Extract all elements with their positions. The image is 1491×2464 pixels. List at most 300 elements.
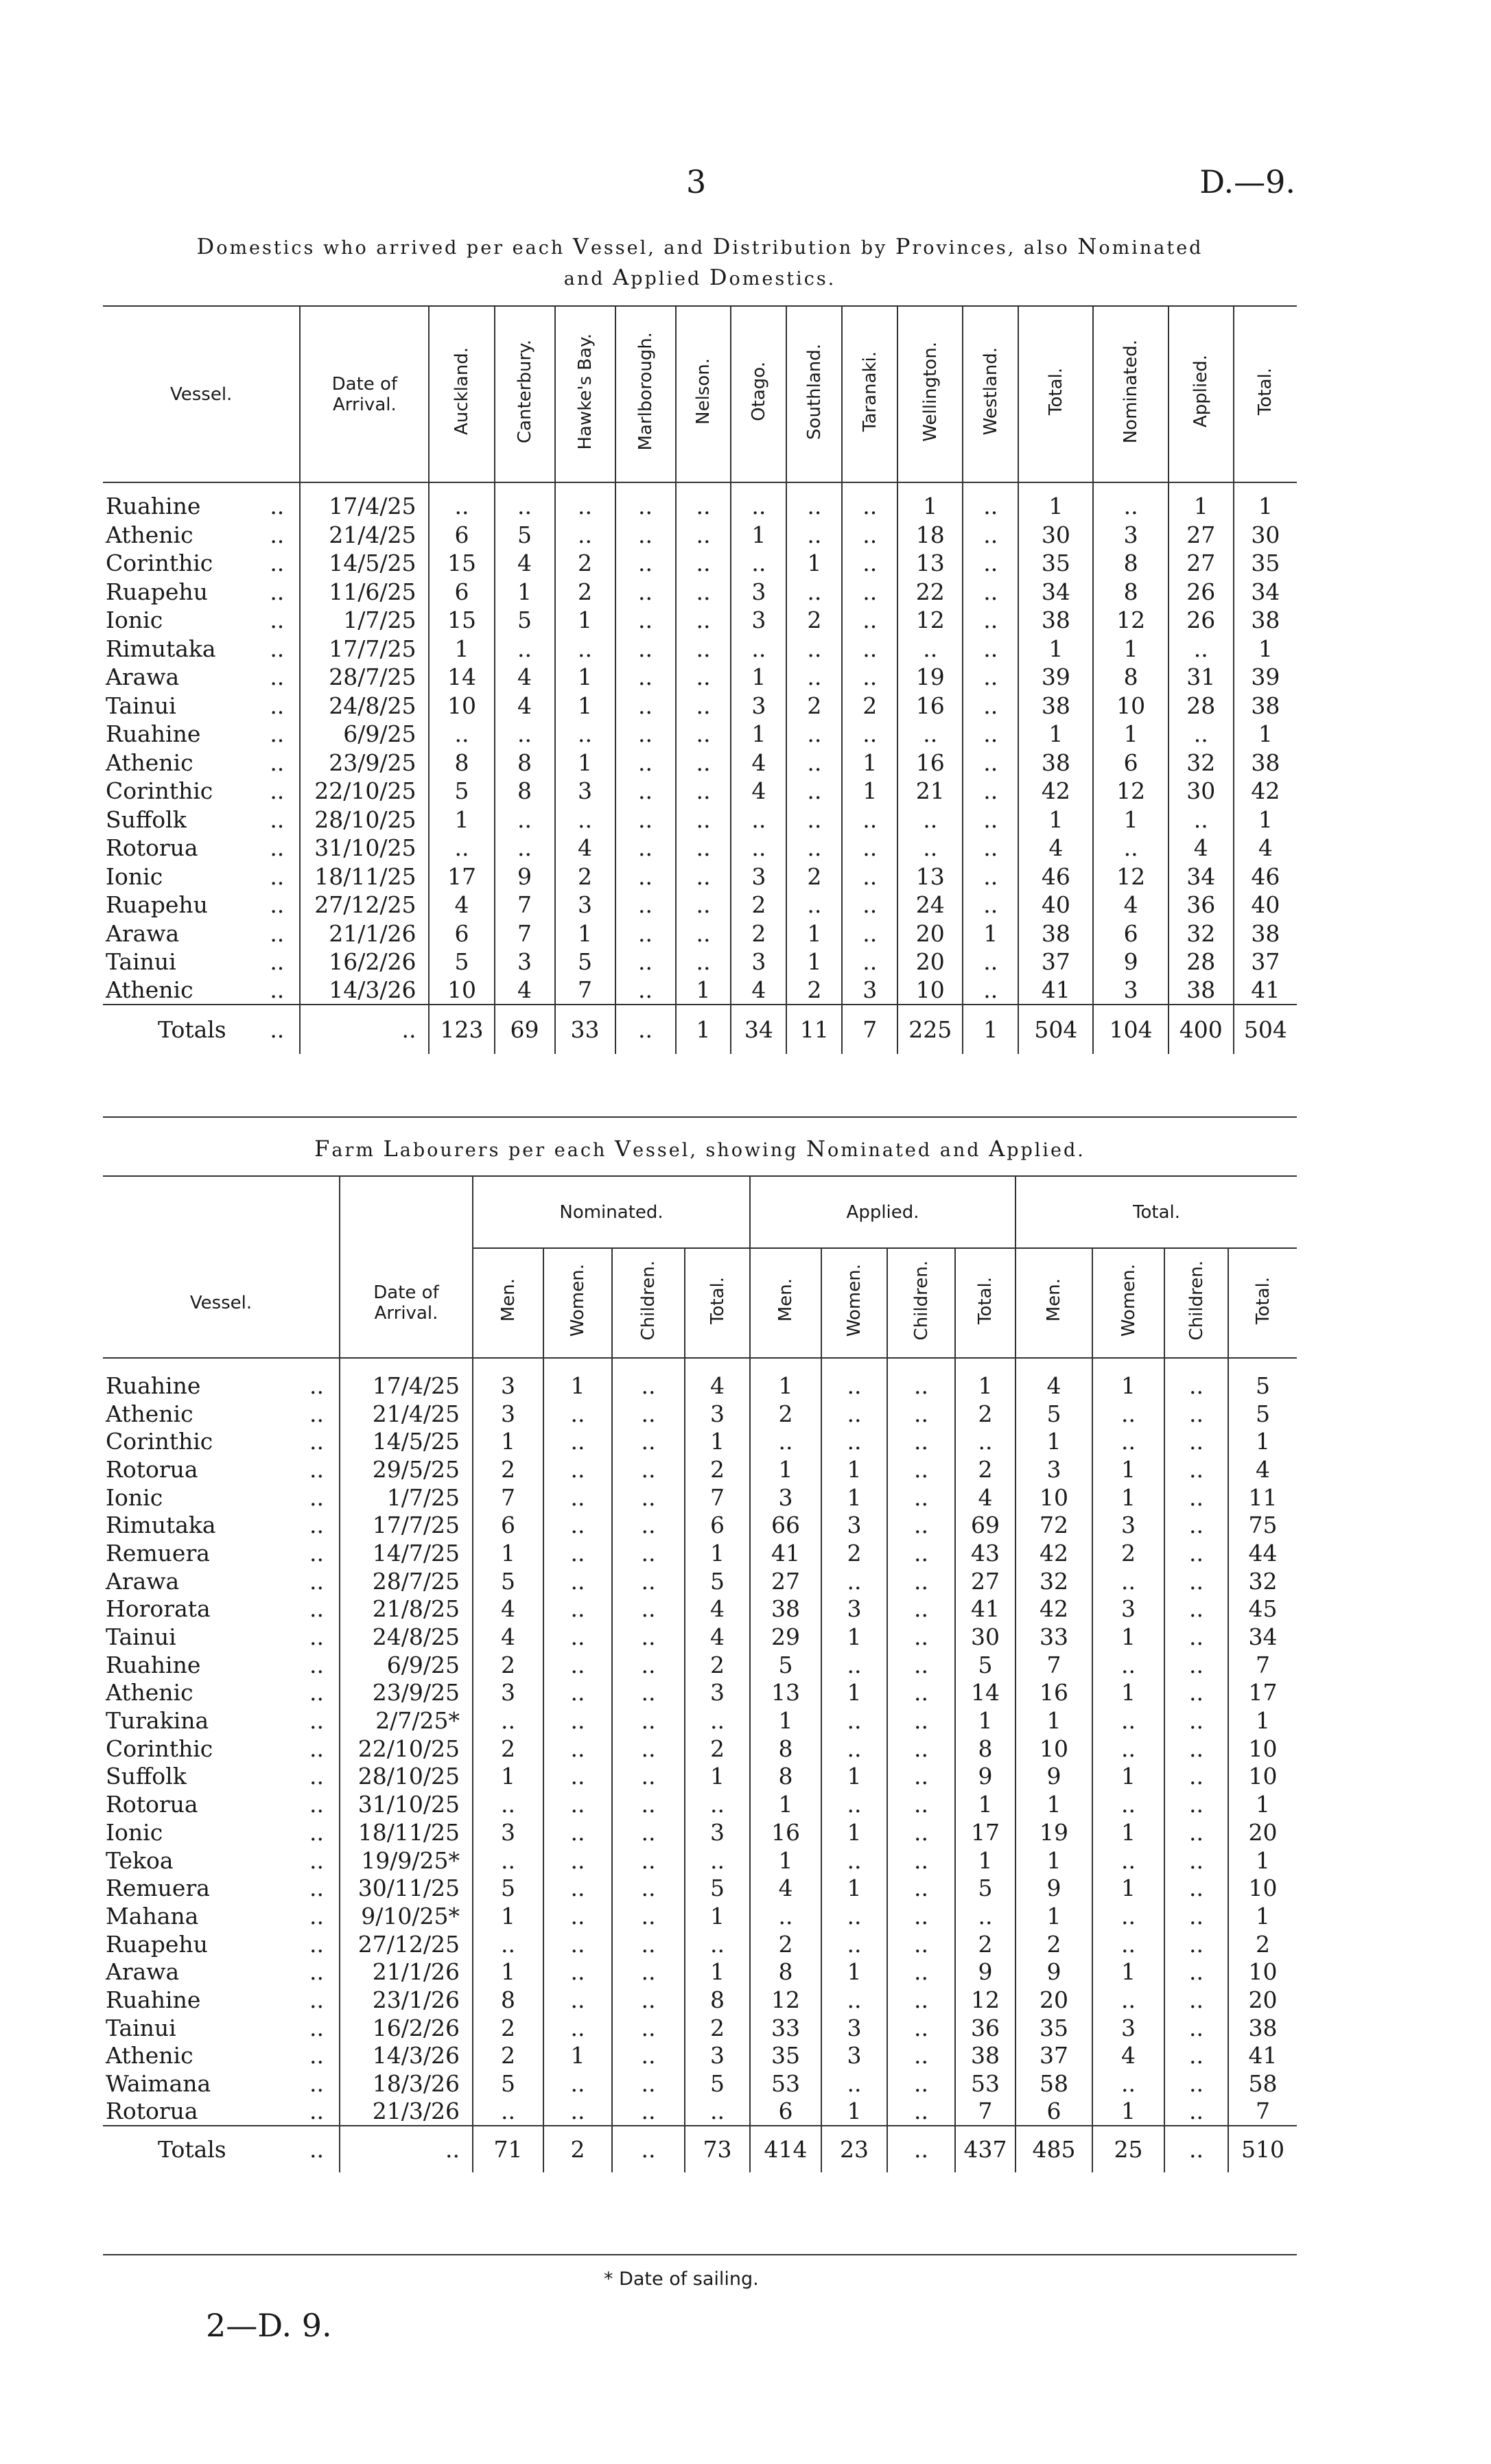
t2-header-col-12 [1164, 1248, 1228, 1358]
t1-cell: 30 [1234, 521, 1297, 550]
t2-vessel-name: Turakina [106, 1707, 209, 1735]
t1-leader-dots: .. [270, 777, 285, 805]
t2-cell: .. [887, 1818, 955, 1846]
t2-leader-dots: .. [309, 1875, 324, 1902]
t1-cell: 1 [963, 919, 1018, 948]
t1-cell: 9 [1093, 948, 1168, 976]
t2-cell: 2 [473, 1651, 543, 1679]
t2-leader-dots: .. [309, 1930, 324, 1958]
t1-cell: 13 [897, 549, 963, 578]
t2-cell: 6 [473, 1511, 543, 1539]
t1-cell: .. [897, 635, 963, 664]
t1-cell: 12 [1093, 606, 1168, 635]
t1-cell: .. [615, 749, 676, 777]
t2-cell: .. [543, 1511, 612, 1539]
t1-header-col-5 [615, 307, 676, 482]
t2-cell: .. [887, 1930, 955, 1958]
t1-cell [103, 891, 300, 919]
t1-cell: .. [731, 492, 786, 521]
t1-cell: 38 [1234, 919, 1297, 948]
t2-cell: 4 [685, 1623, 750, 1651]
t1-row [103, 976, 1297, 1005]
t2-leader-dots: .. [309, 2042, 324, 2069]
t1-cell: .. [495, 806, 555, 834]
t2-cell: 7 [955, 2098, 1015, 2126]
t2-totals-cell: .. [612, 2126, 685, 2172]
t2-cell: 8 [685, 1986, 750, 2014]
t1-row [103, 578, 1297, 607]
t1-cell: .. [676, 863, 731, 891]
t1-cell: 3 [731, 606, 786, 635]
t2-header-label: Women. [844, 1263, 865, 1337]
t1-cell: 31 [1169, 663, 1234, 692]
t2-leader-dots: .. [309, 1428, 324, 1455]
t2-cell: .. [821, 1427, 887, 1455]
t2-cell: 1 [473, 1958, 543, 1986]
t1-totals-cell: 225 [897, 1005, 963, 1054]
t1-header-col-8 [786, 307, 842, 482]
t1-header-label: Applied. [1190, 355, 1212, 428]
t1-cell: 1 [842, 749, 897, 777]
t2-cell: 5 [955, 1874, 1015, 1902]
t1-cell: 1 [1018, 492, 1093, 521]
t2-leader-dots: .. [309, 1455, 324, 1483]
t2-cell: 10 [1015, 1483, 1092, 1512]
t2-spacer-cell [1092, 1358, 1164, 1372]
t2-cell: 5 [685, 1567, 750, 1595]
t1-cell: 1 [555, 663, 615, 692]
t1-cell: 21/4/25 [300, 521, 429, 550]
t1-header-col-15 [1234, 307, 1297, 482]
t2-cell: 29 [750, 1623, 821, 1651]
t2-row [103, 1455, 1297, 1483]
t1-row [103, 692, 1297, 720]
t1-spacer-cell [300, 482, 429, 492]
t1-cell: 34 [1234, 578, 1297, 607]
t2-cell: 1 [821, 1455, 887, 1483]
t1-cell: 1 [731, 663, 786, 692]
t2-leader-dots: .. [309, 1986, 324, 2013]
t2-cell: .. [887, 1427, 955, 1455]
t2-row [103, 1874, 1297, 1902]
t2-cell: 2 [685, 1455, 750, 1483]
t1-cell: .. [963, 578, 1018, 607]
t2-cell: 36 [955, 2014, 1015, 2042]
t2-cell [103, 1400, 340, 1428]
t1-cell: 8 [1093, 578, 1168, 607]
t1-vessel-name: Corinthic [106, 777, 213, 805]
t2-totals-row [103, 2126, 1297, 2172]
t1-cell [103, 521, 300, 550]
t2-header-label: Total. [1252, 1276, 1273, 1324]
t1-cell: 17 [429, 863, 494, 891]
t2-cell: 10 [1015, 1735, 1092, 1763]
t1-cell [103, 606, 300, 635]
t1-cell: .. [495, 834, 555, 863]
t1-cell: .. [676, 749, 731, 777]
table2-title: Farm Labourers per each Vessel, showing Nominated and Applied. [314, 1136, 1085, 1162]
t2-cell: .. [612, 1986, 685, 2014]
t2-cell: 32 [1015, 1567, 1092, 1595]
t1-cell: 1 [786, 919, 842, 948]
t2-cell: .. [543, 1595, 612, 1623]
t2-totals-cell: 2 [543, 2126, 612, 2172]
t2-cell: 7 [1228, 1651, 1297, 1679]
t2-cell: .. [750, 1902, 821, 1930]
t1-cell: 2 [731, 919, 786, 948]
t2-cell: 1 [1228, 1902, 1297, 1930]
t1-cell: 40 [1018, 891, 1093, 919]
t2-cell: 2 [473, 1735, 543, 1763]
t1-cell [103, 919, 300, 948]
t2-vessel-name: Arawa [106, 1567, 180, 1595]
t2-cell: .. [612, 1818, 685, 1846]
t2-cell: .. [1164, 2069, 1228, 2098]
t2-cell: .. [887, 1763, 955, 1791]
t2-cell: 75 [1228, 1511, 1297, 1539]
t2-leader-dots: .. [309, 1707, 324, 1735]
t2-cell: 43 [955, 1539, 1015, 1567]
t2-cell: .. [887, 1679, 955, 1707]
t2-cell: 4 [473, 1623, 543, 1651]
t1-cell: 5 [495, 606, 555, 635]
t1-cell: .. [676, 948, 731, 976]
t1-cell: .. [842, 635, 897, 664]
t1-cell: 4 [731, 976, 786, 1005]
t2-cell: 14/7/25 [340, 1539, 473, 1567]
t1-cell: 28/10/25 [300, 806, 429, 834]
t2-vessel-name: Hororata [106, 1595, 211, 1623]
t1-leader-dots: .. [270, 578, 285, 605]
t2-vessel-name: Arawa [106, 1958, 180, 1986]
t2-cell: .. [887, 1902, 955, 1930]
t2-cell: 38 [955, 2042, 1015, 2070]
t1-row [103, 891, 1297, 919]
t1-cell: 28 [1169, 948, 1234, 976]
t1-vessel-name: Ruapehu [106, 891, 208, 919]
t1-cell: 1 [676, 976, 731, 1005]
t2-cell: 6 [685, 1511, 750, 1539]
t2-cell: 1 [821, 1958, 887, 1986]
t2-totals-cell: 25 [1092, 2126, 1164, 2172]
t1-cell: .. [786, 806, 842, 834]
t2-cell: 1 [750, 1846, 821, 1875]
t2-cell: .. [821, 1735, 887, 1763]
t1-spacer-cell [1093, 482, 1168, 492]
t1-cell: 3 [555, 891, 615, 919]
t1-cell: .. [842, 806, 897, 834]
t2-cell: 6/9/25 [340, 1651, 473, 1679]
t2-cell: 42 [1015, 1539, 1092, 1567]
t1-cell [103, 834, 300, 863]
t1-cell: .. [963, 635, 1018, 664]
t2-header-label: Men. [775, 1278, 797, 1322]
t1-vessel-name: Tainui [106, 692, 176, 719]
t2-header-vessel: Vessel. [103, 1248, 340, 1358]
t1-cell: 4 [495, 976, 555, 1005]
t2-cell [103, 1539, 340, 1567]
t1-totals-label: Totals [158, 1016, 226, 1043]
t2-header-label: Children. [638, 1260, 659, 1341]
t2-cell: .. [887, 1874, 955, 1902]
t2-cell: .. [821, 1372, 887, 1400]
t2-cell: .. [1164, 1483, 1228, 1512]
t1-cell: 1 [555, 749, 615, 777]
t1-cell: 17/4/25 [300, 492, 429, 521]
t1-cell: 14/3/26 [300, 976, 429, 1005]
t1-cell: .. [676, 635, 731, 664]
t2-cell: 20 [1228, 1986, 1297, 2014]
t2-cell: 20 [1228, 1818, 1297, 1846]
t1-cell: 38 [1018, 919, 1093, 948]
t1-cell: .. [429, 720, 494, 749]
t2-vessel-name: Remuera [106, 1875, 210, 1902]
t2-cell: 3 [821, 1511, 887, 1539]
t2-cell: 1 [1092, 1483, 1164, 1512]
t1-cell: 10 [429, 976, 494, 1005]
t1-cell: 4 [555, 834, 615, 863]
t2-totals-cell: 73 [685, 2126, 750, 2172]
t2-cell: .. [955, 1902, 1015, 1930]
t2-row [103, 2098, 1297, 2126]
t1-cell: 10 [429, 692, 494, 720]
t1-header-label: Nelson. [692, 358, 714, 425]
t2-vessel-name: Tainui [106, 2014, 176, 2041]
t2-cell: .. [543, 1958, 612, 1986]
table1-bottom-rule [103, 1116, 1297, 1118]
t1-row [103, 492, 1297, 521]
t1-cell: .. [676, 891, 731, 919]
t2-cell: 3 [821, 1595, 887, 1623]
t1-leader-dots: .. [270, 550, 285, 577]
t2-cell: .. [887, 1455, 955, 1483]
t2-cell: 1 [1015, 1846, 1092, 1875]
t2-leader-dots: .. [309, 1595, 324, 1623]
t2-cell: 1 [955, 1706, 1015, 1735]
t1-cell: 19 [897, 663, 963, 692]
t2-vessel-name: Corinthic [106, 1735, 213, 1762]
t1-cell: .. [676, 606, 731, 635]
t2-totals-cell: 437 [955, 2126, 1015, 2172]
t1-cell: 18/11/25 [300, 863, 429, 891]
t2-cell: .. [821, 1651, 887, 1679]
t2-cell: 1 [1228, 1790, 1297, 1818]
t1-cell: 1 [842, 777, 897, 806]
t1-spacer-cell [897, 482, 963, 492]
t2-cell: .. [612, 1958, 685, 1986]
t1-cell: 21 [897, 777, 963, 806]
t1-cell: 27 [1169, 521, 1234, 550]
t2-cell: 53 [955, 2069, 1015, 2098]
t1-cell: .. [555, 635, 615, 664]
t1-cell: 11/6/25 [300, 578, 429, 607]
t2-cell: 1 [955, 1790, 1015, 1818]
t1-leader-dots: .. [270, 976, 285, 1004]
t1-cell: .. [1093, 492, 1168, 521]
t2-header-col-8 [887, 1248, 955, 1358]
t2-cell: .. [543, 2069, 612, 2098]
t2-row [103, 1763, 1297, 1791]
t1-cell: 14 [429, 663, 494, 692]
t1-cell [103, 692, 300, 720]
t1-cell: 8 [429, 749, 494, 777]
t2-cell: 1 [750, 1706, 821, 1735]
t1-header-label: Canterbury. [514, 339, 535, 444]
t1-cell: .. [786, 635, 842, 664]
t2-cell: 13 [750, 1679, 821, 1707]
t2-cell: .. [543, 1735, 612, 1763]
t1-cell: 35 [1018, 549, 1093, 578]
t2-cell: .. [685, 2098, 750, 2126]
t1-cell: .. [963, 749, 1018, 777]
t2-cell: 2 [1228, 1930, 1297, 1958]
t2-vessel-name: Rotorua [106, 1455, 198, 1483]
t2-cell: 31/10/25 [340, 1790, 473, 1818]
t2-cell: 3 [750, 1483, 821, 1512]
t1-cell: .. [555, 492, 615, 521]
t2-cell [103, 1735, 340, 1763]
t1-cell: .. [615, 806, 676, 834]
t2-leader-dots: .. [309, 1735, 324, 1762]
t1-leader-dots: .. [270, 720, 285, 748]
t2-cell: .. [1164, 1706, 1228, 1735]
t2-vessel-name: Athenic [106, 1400, 193, 1427]
t2-cell: 1 [1015, 1790, 1092, 1818]
t2-cell [103, 1790, 340, 1818]
t2-spacer-cell [473, 1358, 543, 1372]
t2-cell: 17 [1228, 1679, 1297, 1707]
t1-cell: .. [1169, 806, 1234, 834]
t2-cell: 72 [1015, 1511, 1092, 1539]
t1-cell: 34 [1018, 578, 1093, 607]
t2-cell: 1 [1092, 1623, 1164, 1651]
t2-cell: .. [1164, 2014, 1228, 2042]
t2-cell: 4 [1228, 1455, 1297, 1483]
t2-cell: 9 [1015, 1958, 1092, 1986]
t2-cell: .. [543, 1930, 612, 1958]
t2-cell: 1 [473, 1539, 543, 1567]
t2-leader-dots: .. [309, 1651, 324, 1678]
t2-cell: .. [1092, 1790, 1164, 1818]
t1-cell: 2 [786, 863, 842, 891]
t1-cell: 3 [731, 692, 786, 720]
t2-group-header: Nominated. [473, 1177, 750, 1248]
t1-cell: 26 [1169, 578, 1234, 607]
t1-header-date [300, 307, 429, 482]
t2-cell: .. [543, 1902, 612, 1930]
t2-cell: .. [821, 2069, 887, 2098]
t1-cell: .. [786, 578, 842, 607]
t2-leader-dots: .. [309, 1763, 324, 1790]
t2-cell: .. [543, 1706, 612, 1735]
t2-cell: .. [543, 1651, 612, 1679]
t1-cell: 6 [1093, 919, 1168, 948]
t1-vessel-name: Athenic [106, 521, 193, 548]
t2-cell: 7 [473, 1483, 543, 1512]
t1-row [103, 919, 1297, 948]
t2-cell: 58 [1015, 2069, 1092, 2098]
t1-cell: 8 [1093, 663, 1168, 692]
t2-cell: 1 [821, 1763, 887, 1791]
t1-header-label: Nominated. [1120, 339, 1142, 444]
t1-spacer-cell [676, 482, 731, 492]
t2-cell: 30/11/25 [340, 1874, 473, 1902]
t1-leader-dots: .. [270, 919, 285, 947]
t2-spacer-cell [543, 1358, 612, 1372]
t1-cell: 38 [1234, 692, 1297, 720]
t1-cell: 1 [429, 806, 494, 834]
t1-cell: .. [842, 492, 897, 521]
t2-row [103, 1400, 1297, 1428]
t1-cell: 2 [555, 578, 615, 607]
t1-cell: .. [615, 777, 676, 806]
t2-cell: .. [473, 2098, 543, 2126]
t2-cell: 5 [473, 2069, 543, 2098]
t2-cell: 2 [685, 2014, 750, 2042]
t1-header-col-14 [1169, 307, 1234, 482]
t1-cell: 1/7/25 [300, 606, 429, 635]
t2-leader-dots: .. [309, 1512, 324, 1539]
t1-cell: 3 [731, 948, 786, 976]
t1-row [103, 749, 1297, 777]
t2-header-label: Women. [567, 1263, 588, 1337]
t1-header-col-13 [1093, 307, 1168, 482]
t1-cell: 2 [786, 692, 842, 720]
t1-cell: 41 [1018, 976, 1093, 1005]
t1-totals-cell: 1 [676, 1005, 731, 1054]
t1-cell: .. [615, 635, 676, 664]
t1-cell [103, 777, 300, 806]
t1-cell: 27/12/25 [300, 891, 429, 919]
t2-header-col-3 [543, 1248, 612, 1358]
t2-cell: 2 [955, 1930, 1015, 1958]
t2-cell: .. [612, 1846, 685, 1875]
t2-totals-cell: .. [1164, 2126, 1228, 2172]
t2-vessel-name: Ionic [106, 1818, 163, 1846]
t2-cell: .. [1164, 1790, 1228, 1818]
t1-cell: .. [842, 606, 897, 635]
t2-cell: .. [1092, 2069, 1164, 2098]
t1-row [103, 521, 1297, 550]
t2-totals-cell: 510 [1228, 2126, 1297, 2172]
t2-cell: 1 [1015, 1902, 1092, 1930]
t1-cell [103, 806, 300, 834]
t2-totals-cell: 71 [473, 2126, 543, 2172]
t2-cell [103, 2014, 340, 2042]
t2-cell: 3 [1092, 1595, 1164, 1623]
t2-leader-dots: .. [309, 1902, 324, 1929]
t1-cell: .. [429, 834, 494, 863]
t2-leader-dots: .. [309, 1679, 324, 1706]
t1-cell: 7 [495, 919, 555, 948]
t1-cell: 1 [1093, 635, 1168, 664]
t2-cell: 44 [1228, 1539, 1297, 1567]
t2-cell: 1 [543, 2042, 612, 2070]
t1-cell: 1 [1018, 635, 1093, 664]
t1-cell: 6 [429, 521, 494, 550]
t1-vessel-name: Arawa [106, 919, 180, 947]
t2-cell: .. [1164, 1818, 1228, 1846]
t1-cell: .. [963, 891, 1018, 919]
t1-leader-dots: .. [270, 834, 285, 862]
t2-cell: .. [1092, 1651, 1164, 1679]
t2-totals-cell: .. [887, 2126, 955, 2172]
t1-cell: 2 [786, 976, 842, 1005]
t1-vessel-name: Ruahine [106, 493, 201, 520]
t2-cell: 7 [685, 1483, 750, 1512]
t1-cell: 13 [897, 863, 963, 891]
t2-cell: .. [543, 1539, 612, 1567]
